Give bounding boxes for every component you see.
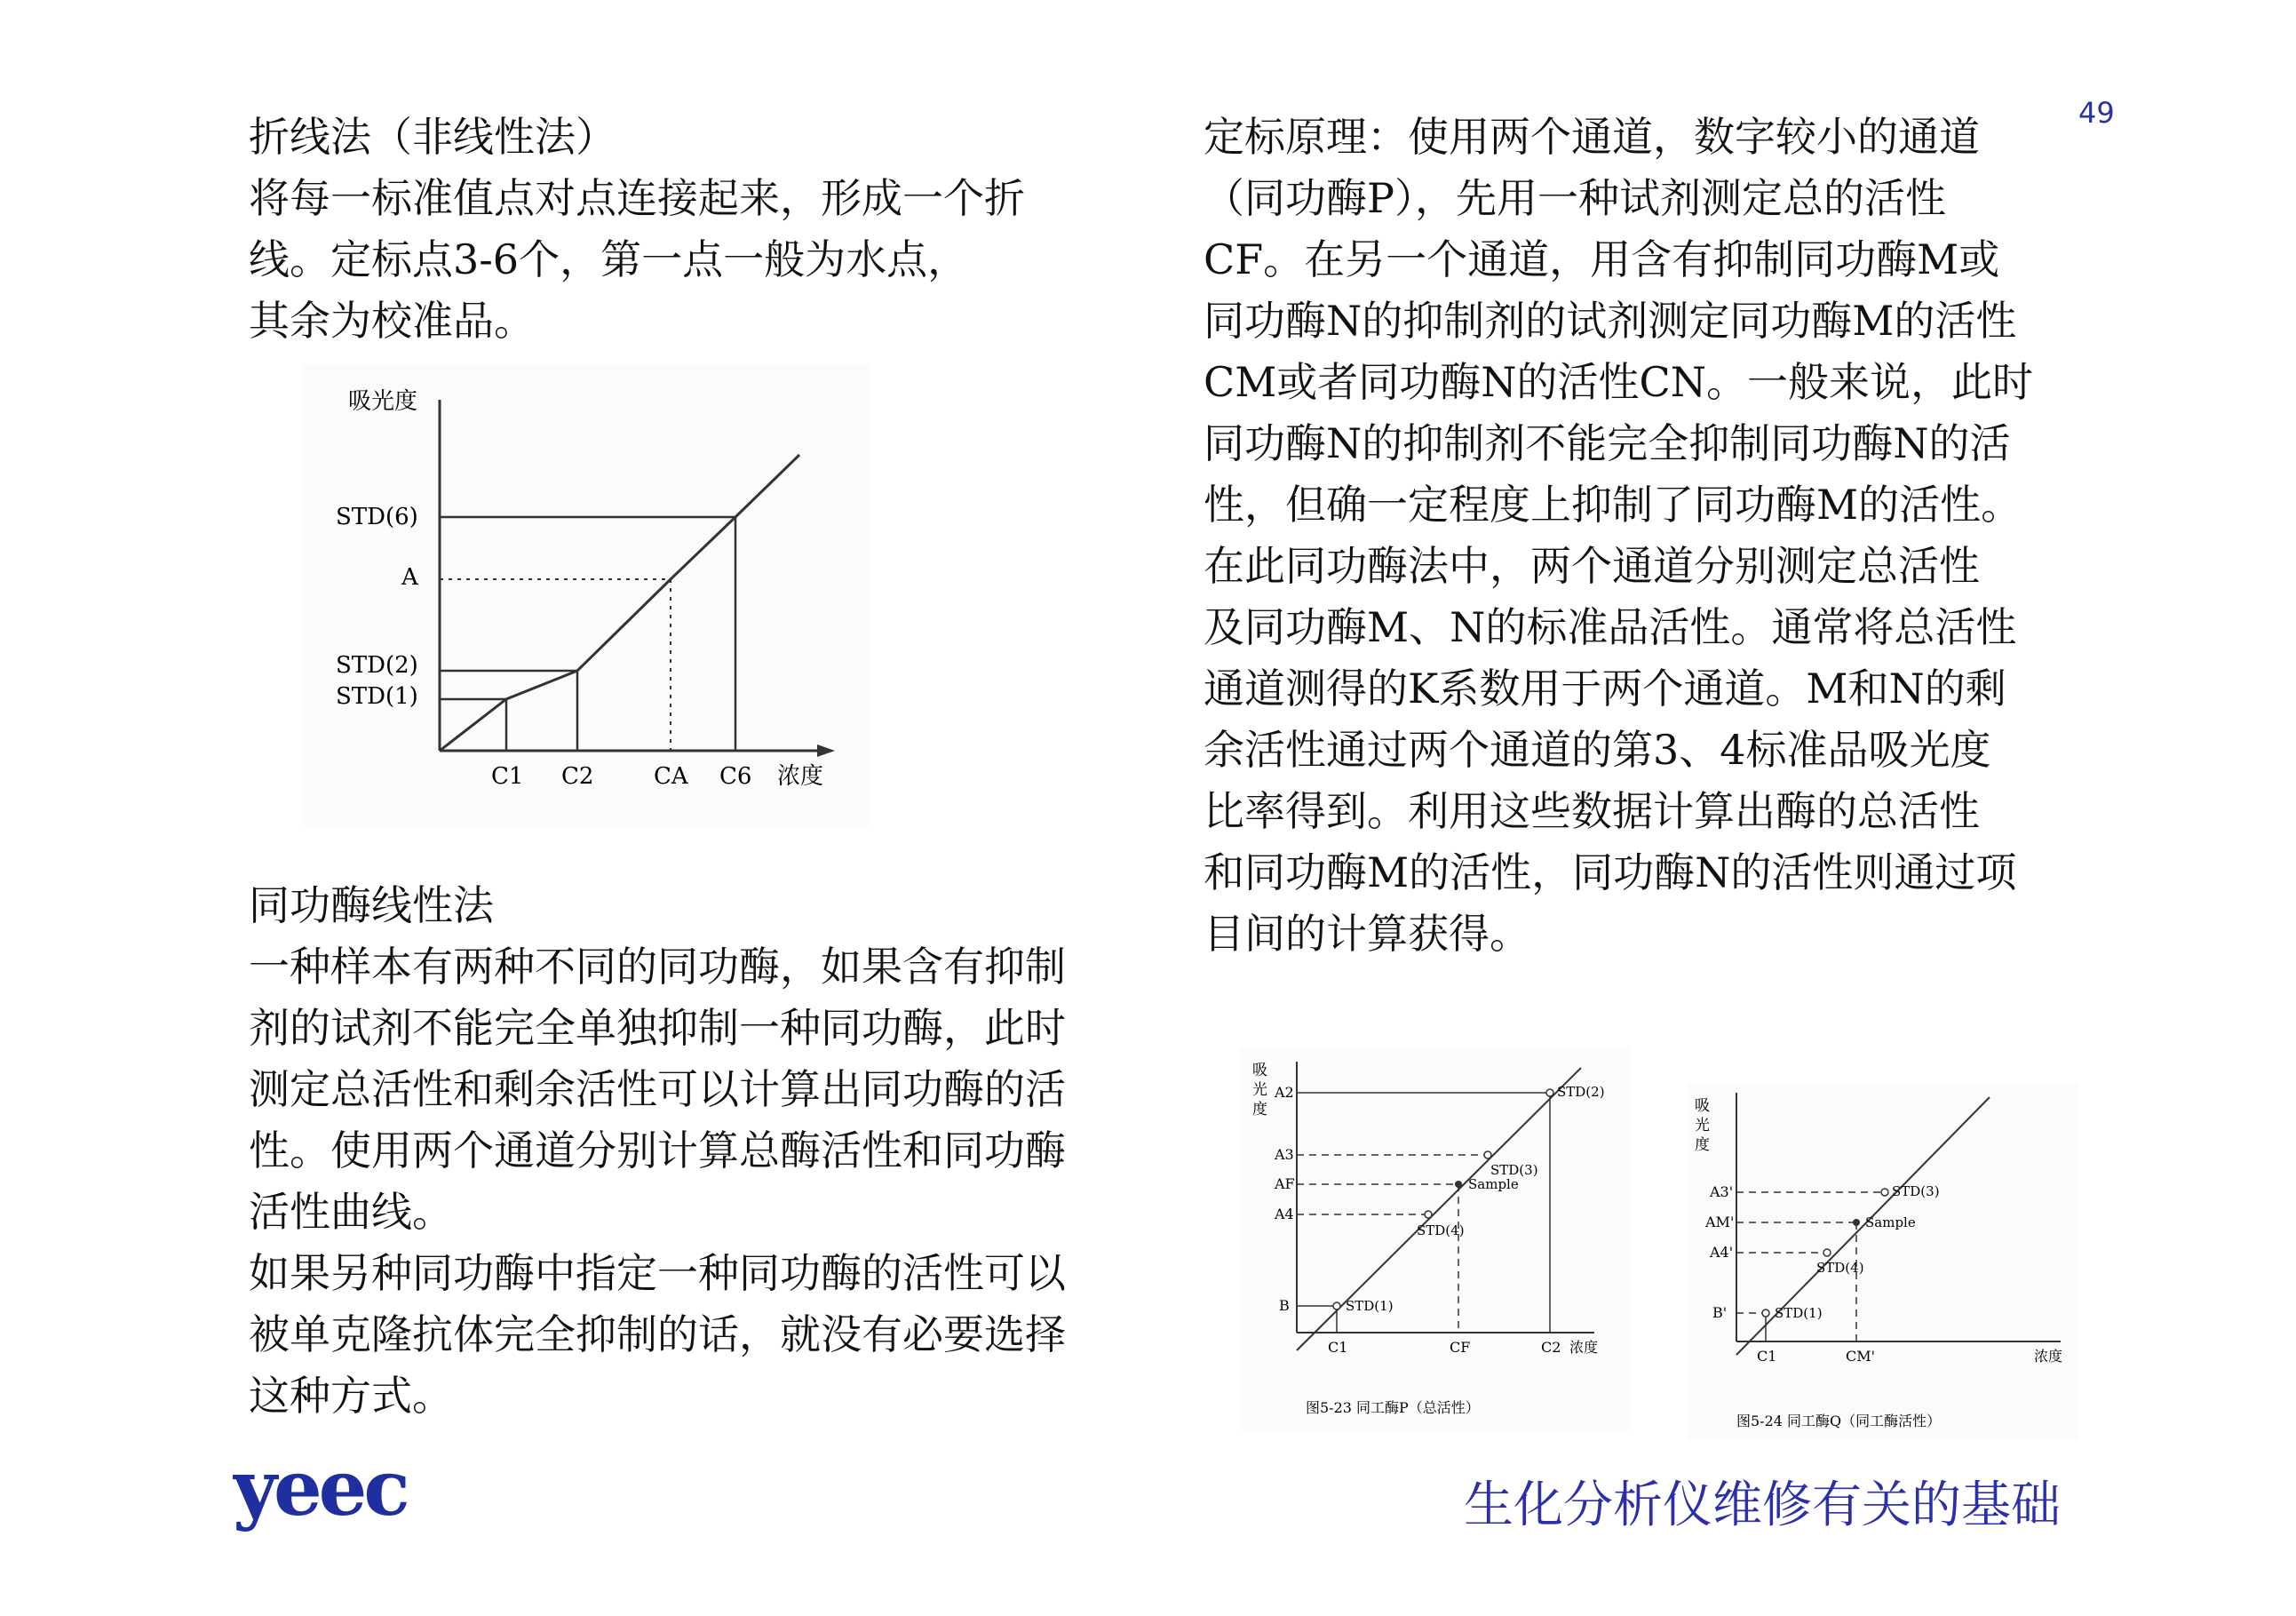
chart2-label-std1: STD(1) [1346, 1298, 1394, 1314]
chart1-polyline-series [440, 455, 799, 751]
chart2-ytick-a2: A2 [1275, 1084, 1294, 1101]
paragraph-line: 同功酶N的抑制剂不能完全抑制同功酶N的活 [1204, 419, 2011, 467]
chart1-ytick-std6: STD(6) [336, 504, 418, 530]
chart3-point-std4 [1823, 1249, 1831, 1256]
chart2-xlabel: 浓度 [1569, 1339, 1599, 1356]
chart3-xlabel: 浓度 [2034, 1348, 2063, 1365]
yeec-logo-text: yeec [233, 1457, 407, 1533]
chart2-label-std4: STD(4) [1417, 1222, 1465, 1238]
chart2-label-std3: STD(3) [1490, 1162, 1538, 1178]
paragraph-line: CF。在另一个通道，用含有抑制同功酶M或 [1204, 235, 2000, 283]
paragraph-line: 性，但确一定程度上抑制了同功酶M的活性。 [1204, 481, 2022, 529]
paragraph-line: 通道测得的K系数用于两个通道。M和N的剩 [1204, 665, 2006, 712]
chart2-ytick-b: B [1279, 1297, 1290, 1314]
paragraph-line: 同功酶N的抑制剂的试剂测定同功酶M的活性 [1204, 297, 2017, 345]
chart2-caption: 图5-23 同工酶P（总活性） [1306, 1399, 1480, 1416]
paragraph-line: 如果另种同功酶中指定一种同功酶的活性可以 [249, 1249, 1066, 1297]
chart1-xtick-ca: CA [654, 763, 688, 790]
chart2-ylabel-2: 光 [1252, 1081, 1267, 1099]
paragraph-line: （同功酶P），先用一种试剂测定总的活性 [1204, 174, 1946, 222]
chart2-point-sample [1455, 1181, 1462, 1188]
chart3-label-std3: STD(3) [1892, 1183, 1940, 1199]
paragraph-line: 定标原理：使用两个通道，数字较小的通道 [1204, 113, 1980, 161]
left-column-section2 [249, 875, 1075, 1427]
paragraph-line: 目间的计算获得。 [1204, 910, 1530, 958]
chart1-xtick-c2: C2 [561, 763, 594, 790]
chart2-ytick-a3: A3 [1275, 1146, 1294, 1163]
chart3-xtick-c1: C1 [1757, 1348, 1777, 1365]
chart2-xtick-cf: CF [1450, 1339, 1471, 1356]
isoenzyme-p-chart [1239, 1048, 1630, 1430]
chart1-ytick-a: A [401, 564, 418, 591]
paragraph-line: CM或者同功酶N的活性CN。一般来说，此时 [1204, 358, 2033, 406]
polyline-calibration-chart [302, 364, 870, 826]
paragraph-line: 被单克隆抗体完全抑制的话，就没有必要选择 [249, 1310, 1066, 1358]
paragraph-line: 线。定标点3-6个，第一点一般为水点， [249, 235, 969, 283]
chart3-label-sample: Sample [1865, 1214, 1916, 1230]
chart1-xlabel: 浓度 [777, 763, 824, 790]
chart2-point-std3 [1484, 1151, 1491, 1158]
isoenzyme-q-chart [1688, 1084, 2078, 1439]
paragraph-line: 剂的试剂不能完全单独抑制一种同功酶，此时 [249, 1004, 1066, 1052]
yeec-logo [233, 1457, 437, 1541]
paragraph-line: 测定总活性和剩余活性可以计算出同功酶的活 [249, 1065, 1066, 1113]
chart3-point-std3 [1881, 1189, 1888, 1196]
paragraph-line: 余活性通过两个通道的第3、4标准品吸光度 [1204, 726, 1991, 774]
paragraph-line: 这种方式。 [249, 1372, 453, 1420]
section-title-polyline: 折线法（非线性法） [249, 113, 616, 161]
chart1-ytick-std1: STD(1) [336, 683, 418, 710]
chart2-ylabel-1: 吸 [1252, 1062, 1267, 1079]
paragraph-line: 及同功酶M、N的标准品活性。通常将总活性 [1204, 603, 2017, 651]
chart2-point-std4 [1425, 1211, 1432, 1218]
paragraph-line: 在此同功酶法中，两个通道分别测定总活性 [1204, 542, 1980, 590]
chart2-label-std2: STD(2) [1557, 1084, 1605, 1100]
footer-title: 生化分析仪维修有关的基础 [1464, 1477, 2061, 1534]
paragraph-line: 一种样本有两种不同的同功酶，如果含有抑制 [249, 943, 1066, 991]
chart3-point-std1 [1762, 1310, 1769, 1317]
chart1-ytick-std2: STD(2) [336, 652, 418, 679]
chart3-ytick-am: AM' [1705, 1214, 1735, 1230]
chart3-xtick-cm: CM' [1846, 1348, 1876, 1365]
paragraph-line: 活性曲线。 [249, 1188, 453, 1236]
chart1-xtick-c6: C6 [719, 763, 752, 790]
chart2-ylabel-3: 度 [1252, 1101, 1267, 1118]
chart3-ytick-a4: A4' [1710, 1244, 1734, 1261]
chart2-xtick-c2: C2 [1541, 1339, 1561, 1356]
page-number: 49 [2078, 96, 2115, 130]
paragraph-line: 将每一标准值点对点连接起来，形成一个折 [249, 174, 1025, 222]
chart2-xtick-c1: C1 [1328, 1339, 1348, 1356]
chart3-ytick-b: B' [1712, 1304, 1728, 1321]
chart1-ylabel: 吸光度 [348, 388, 418, 415]
paragraph-line: 和同功酶M的活性，同功酶N的活性则通过项 [1204, 848, 2017, 896]
chart2-point-std1 [1333, 1302, 1340, 1310]
chart3-ylabel-2: 光 [1695, 1117, 1710, 1134]
section-title-isoenzyme: 同功酶线性法 [249, 881, 494, 929]
chart1-x-arrow [817, 744, 835, 757]
chart2-ytick-af: AF [1275, 1175, 1295, 1192]
chart1-xtick-c1: C1 [491, 763, 524, 790]
chart2-label-sample: Sample [1468, 1176, 1519, 1192]
chart3-ylabel-1: 吸 [1695, 1097, 1710, 1115]
paragraph-line: 性。使用两个通道分别计算总酶活性和同功酶 [249, 1126, 1066, 1174]
chart3-point-sample [1853, 1219, 1860, 1226]
chart3-label-std1: STD(1) [1775, 1305, 1823, 1321]
paragraph-line: 比率得到。利用这些数据计算出酶的总活性 [1204, 787, 1980, 835]
chart3-ytick-a3: A3' [1710, 1183, 1734, 1200]
right-column [1204, 107, 2092, 965]
chart2-point-std2 [1546, 1089, 1553, 1096]
chart3-ylabel-3: 度 [1695, 1136, 1710, 1154]
left-column [249, 107, 1075, 352]
chart3-label-std4: STD(4) [1816, 1260, 1864, 1276]
paragraph-line: 其余为校准品。 [249, 297, 535, 345]
chart3-caption: 图5-24 同工酶Q（同工酶活性） [1736, 1413, 1942, 1429]
chart2-ytick-a4: A4 [1275, 1206, 1294, 1222]
